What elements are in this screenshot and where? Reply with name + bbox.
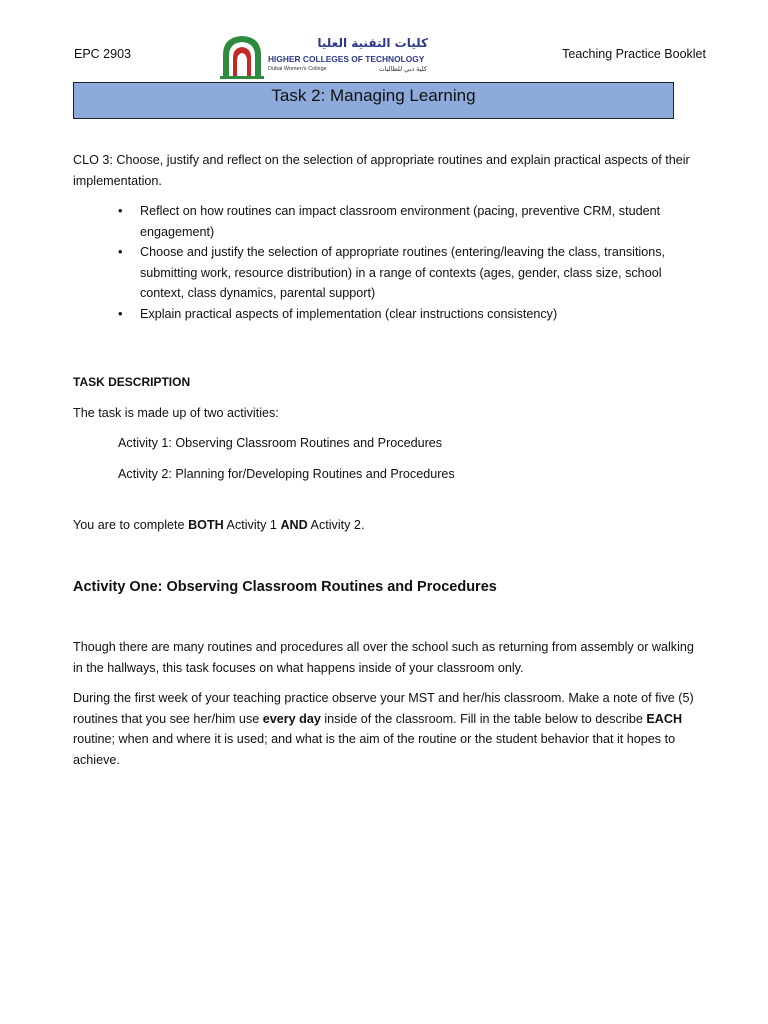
clo-statement: CLO 3: Choose, justify and reflect on the selection of appropriate routines and explain practical aspects of their implementation. (73, 153, 690, 188)
activity-2-line: Activity 2: Planning for/Developing Routines and Procedures (118, 466, 455, 481)
para2-each: EACH (646, 711, 683, 726)
logo-arabic-name: كليات التقنية العليا (317, 36, 428, 50)
para2-every-day: every day (262, 711, 321, 726)
objective-item: • Reflect on how routines can impact classroom environment (pacing, preventive CRM, student engagement) (140, 201, 703, 242)
task-title: Task 2: Managing Learning (271, 86, 476, 105)
activity-one-paragraph-2 (73, 688, 703, 770)
completion-and: AND (280, 518, 308, 532)
completion-requirement (73, 515, 703, 536)
objectives-list (73, 201, 703, 324)
activity-one-paragraph-1: Though there are many routines and procedures all over the school such as returning from assembly or walking in the hallways, this task focuses on what happens inside of your classroom only. (73, 640, 694, 675)
completion-text-1: You are to complete (73, 518, 189, 532)
completion-text-3: Activity 2. (307, 518, 365, 532)
logo-english-name: HIGHER COLLEGES OF TECHNOLOGY (268, 54, 425, 64)
page-content (73, 150, 703, 770)
logo-campus-ar: كلية دبي للطالبات (378, 65, 427, 73)
booklet-title: Teaching Practice Booklet (562, 47, 706, 61)
college-logo (220, 35, 430, 79)
course-code: EPC 2903 (74, 47, 131, 61)
completion-both: BOTH (188, 518, 224, 532)
task-intro: The task is made up of two activities: (73, 405, 279, 420)
objective-item: • Explain practical aspects of implementation (clear instructions consistency) (140, 304, 703, 325)
college-emblem-icon (220, 35, 264, 79)
para2-text-1: During the first week of your teaching practice observe your MST and her/his classroom. Make a note of five (5) routines that you see her/him use (73, 691, 694, 726)
task-description-heading: TASK DESCRIPTION (73, 375, 191, 389)
task-title-box (73, 82, 674, 119)
activity-1-line: Activity 1: Observing Classroom Routines and Procedures (118, 436, 443, 450)
objective-item: • Choose and justify the selection of appropriate routines (entering/leaving the class, transitions, submitting work, resource distribution) in a range of contexts (ages, gender, class size, school context, class dynamics, parental support) (140, 242, 703, 304)
para2-text-2: inside of the classroom. Fill in the table below to describe (320, 711, 647, 726)
logo-campus-en: Dubai Women's College (268, 66, 327, 72)
activity-one-heading: Activity One: Observing Classroom Routines and Procedures (73, 578, 497, 595)
completion-text-2: Activity 1 (223, 518, 281, 532)
para2-text-3: routine; when and where it is used; and what is the aim of the routine or the student behavior that it hopes to achieve. (73, 732, 676, 767)
